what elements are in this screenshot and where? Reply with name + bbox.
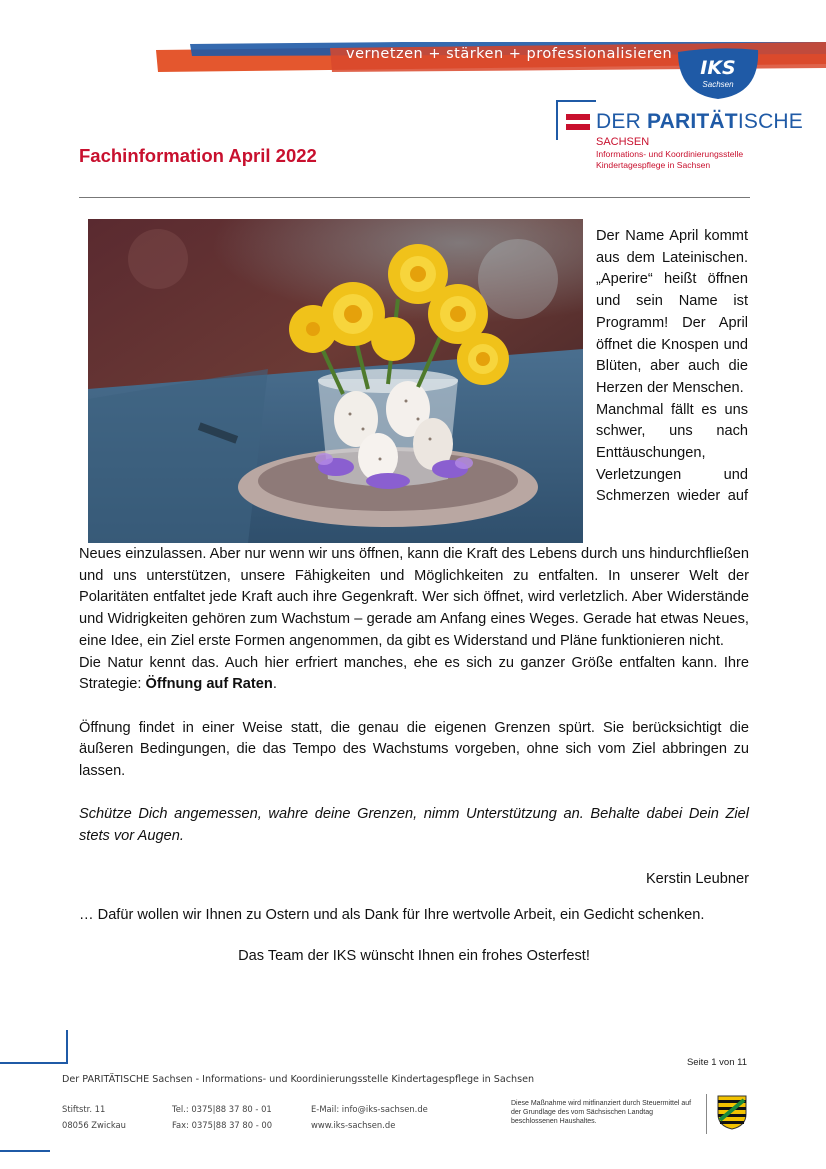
- funding-divider: [706, 1094, 707, 1134]
- page-number: Seite 1 von 11: [686, 1057, 747, 1068]
- iks-badge: [676, 44, 760, 100]
- footer-tel: Tel.: 0375|88 37 80 - 01: [172, 1104, 272, 1114]
- iks-badge-text: IKS: [700, 57, 736, 79]
- intro-side-text: [596, 226, 748, 508]
- paragraph-spacer: [79, 696, 749, 718]
- paragraph-opening: Öffnung findet in einer Weise statt, die genau die eigenen Grenzen spürt. Sie berücksichtigt die äußeren Bedingungen, die das Tempo des Wachstums vorgeben, ohne sich vom Ziel abbringen zu lassen.: [79, 719, 749, 780]
- author-signature: Kerstin Leubner: [645, 871, 749, 887]
- thanks-line: … Dafür wollen wir Ihnen zu Ostern und als Dank für Ihre wertvolle Arbeit, ein Gedicht schenken.: [79, 907, 705, 923]
- intro-paragraph-3: Manchmal fällt es uns schwer, uns nach Enttäuschungen, Verletzungen und Schmerzen wieder auf: [596, 401, 748, 505]
- strategy-emphasis: Öffnung auf Raten: [145, 676, 273, 693]
- footer-bracket: [0, 1030, 68, 1064]
- intro-paragraph-2: „Aperire“ heißt öffnen und sein Name ist Programm! Der April öffnet die Knospen und Blüten, aber auch die Herzen der Menschen.: [596, 271, 748, 396]
- photo-illustration: [88, 219, 583, 543]
- easter-flowers-photo: [88, 219, 583, 543]
- paritaetische-logo-frame: [556, 100, 596, 140]
- paragraph-continuation: Neues einzulassen. Aber nur wenn wir uns öffnen, kann die Kraft des Lebens durch uns hindurchfließen und uns unterstützen, unsere Fähigkeiten und Möglichkeiten zu entfalten. In unserer Welt der Polaritäten entfaltet jede Kraft auch ihre Gegenkraft. Wer sich öffnet, wird verletzlich. Aber Widerstände und Widrigkeiten gehören zum Wachstum – gerade am Anfang eines Weges. Gerade hat etwas Neues, eine Idee, ein Ziel erste Formen angenommen, da gibt es Widerstand und Pläne funktionieren nicht.: [79, 546, 749, 649]
- footer-fax: Fax: 0375|88 37 80 - 00: [172, 1120, 273, 1130]
- footer-address: [62, 1101, 126, 1133]
- paragraph-motto: [79, 804, 749, 847]
- footer-email-link[interactable]: E-Mail: info@iks-sachsen.de: [311, 1104, 428, 1114]
- footer-city: 08056 Zwickau: [62, 1120, 126, 1130]
- logo-region: SACHSEN: [596, 136, 650, 148]
- easter-greeting: Das Team der IKS wünscht Ihnen ein frohes Osterfest!: [238, 948, 590, 964]
- paragraph-spacer: [79, 783, 749, 805]
- logo-bar-top: [566, 114, 590, 120]
- footer-organization: Der PARITÄTISCHE Sachsen - Informations- und Koordinierungsstelle Kindertagespflege in Sachsen: [62, 1074, 535, 1085]
- logo-bar-bottom: [566, 124, 590, 130]
- main-text: [79, 544, 749, 848]
- footer-web-link[interactable]: www.iks-sachsen.de: [311, 1120, 396, 1130]
- strategy-text: Die Natur kennt das. Auch hier erfriert manches, ehe es sich zu ganzer Größe entfalten kann. Ihre Strategie:: [79, 654, 749, 693]
- footer-contact: [311, 1101, 428, 1133]
- logo-description-line2: Kindertagespflege in Sachsen: [596, 160, 711, 170]
- logo-name-part1: DER: [596, 110, 647, 133]
- header-divider: [79, 197, 750, 198]
- logo-name-part2: ISCHE: [737, 110, 804, 133]
- footer-bottom-line: [0, 1150, 50, 1152]
- logo-description-line1: Informations- und Koordinierungsstelle: [596, 149, 744, 159]
- funding-notice: Diese Maßnahme wird mitfinanziert durch Steuermittel auf der Grundlage des vom Sächsischen Landtag beschlossenen Haushaltes.: [511, 1100, 692, 1125]
- slogan-text: vernetzen + stärken + professionalisieren: [346, 46, 673, 62]
- page-title: Fachinformation April 2022: [79, 145, 317, 166]
- intro-paragraph-1: Der Name April kommt aus dem Lateinischen.: [596, 228, 748, 266]
- footer-street: Stiftstr. 11: [62, 1104, 106, 1114]
- logo-name-bold: PARITÄT: [646, 110, 738, 133]
- paritaetische-logo-name: [596, 110, 803, 134]
- paragraph-strategy: [79, 653, 749, 696]
- saxony-crest-icon: [716, 1094, 748, 1130]
- iks-badge-subtext: Sachsen: [702, 80, 734, 89]
- strategy-end: .: [272, 676, 277, 693]
- motto-text: Schütze Dich angemessen, wahre deine Grenzen, nimm Unterstützung an. Behalte dabei Dein Ziel stets vor Augen.: [79, 806, 749, 845]
- footer-phone: [172, 1101, 272, 1133]
- logo-description: [596, 149, 743, 171]
